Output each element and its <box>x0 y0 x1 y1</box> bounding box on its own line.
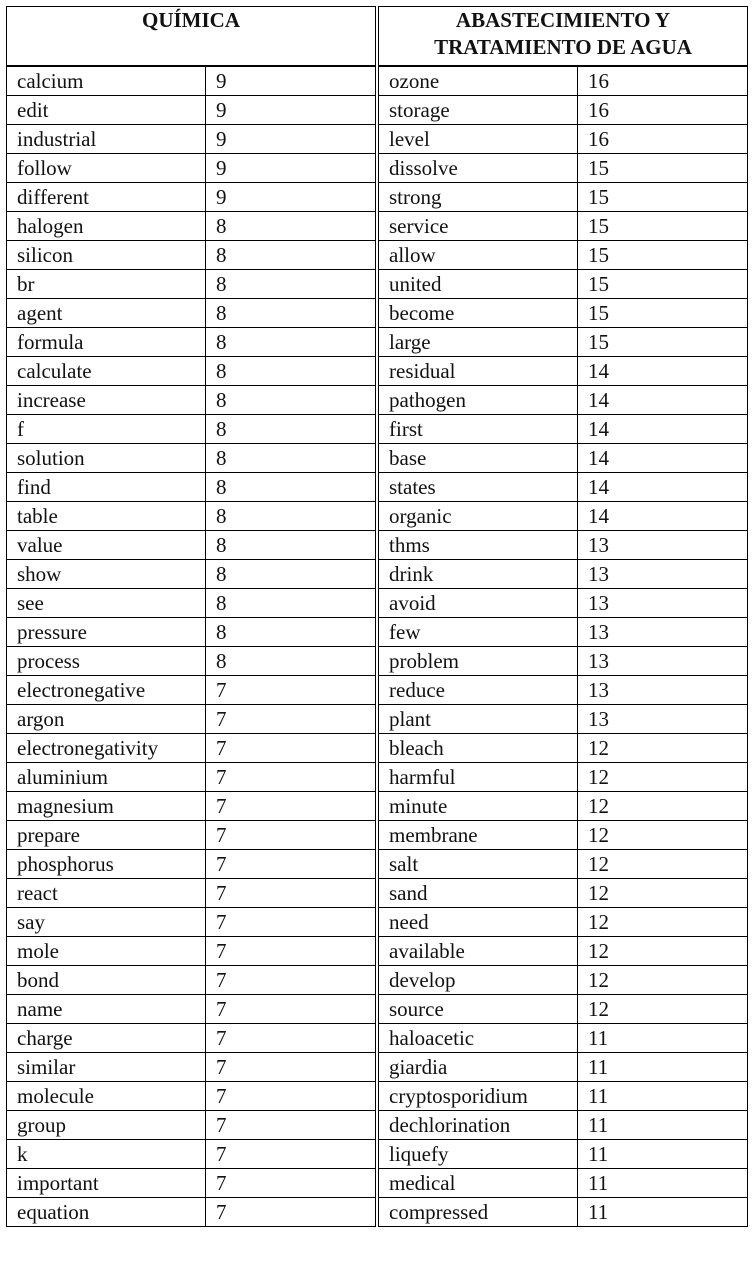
term-cell: allow <box>379 241 578 270</box>
term-cell: name <box>7 995 206 1024</box>
table-row <box>379 1140 748 1169</box>
frequency-cell: 14 <box>578 473 748 502</box>
frequency-cell: 7 <box>206 734 376 763</box>
table-row <box>379 125 748 154</box>
frequency-cell: 7 <box>206 995 376 1024</box>
frequency-cell: 12 <box>578 821 748 850</box>
frequency-cell: 7 <box>206 1024 376 1053</box>
table-row <box>379 995 748 1024</box>
frequency-cell: 9 <box>206 66 376 96</box>
table-row <box>7 676 376 705</box>
term-cell: charge <box>7 1024 206 1053</box>
term-cell: solution <box>7 444 206 473</box>
term-cell: united <box>379 270 578 299</box>
frequency-cell: 8 <box>206 647 376 676</box>
frequency-cell: 8 <box>206 618 376 647</box>
table-row <box>7 241 376 270</box>
table-row <box>7 1198 376 1227</box>
frequency-cell: 9 <box>206 183 376 212</box>
frequency-cell: 8 <box>206 415 376 444</box>
term-cell: find <box>7 473 206 502</box>
table-row <box>379 763 748 792</box>
table-row <box>7 821 376 850</box>
term-cell: first <box>379 415 578 444</box>
table-row <box>379 386 748 415</box>
frequency-cell: 7 <box>206 908 376 937</box>
term-cell: base <box>379 444 578 473</box>
frequency-cell: 7 <box>206 879 376 908</box>
table-row <box>7 589 376 618</box>
term-cell: equation <box>7 1198 206 1227</box>
frequency-cell: 12 <box>578 734 748 763</box>
agua-body <box>379 66 748 1227</box>
term-cell: show <box>7 560 206 589</box>
frequency-cell: 8 <box>206 502 376 531</box>
frequency-cell: 15 <box>578 299 748 328</box>
frequency-cell: 8 <box>206 212 376 241</box>
frequency-cell: 13 <box>578 531 748 560</box>
term-cell: different <box>7 183 206 212</box>
table-row <box>379 299 748 328</box>
frequency-cell: 13 <box>578 705 748 734</box>
term-cell: formula <box>7 328 206 357</box>
table-row <box>7 1140 376 1169</box>
term-cell: service <box>379 212 578 241</box>
frequency-cell: 9 <box>206 154 376 183</box>
term-cell: value <box>7 531 206 560</box>
frequency-cell: 12 <box>578 792 748 821</box>
table-row <box>379 66 748 96</box>
frequency-cell: 8 <box>206 328 376 357</box>
term-cell: few <box>379 618 578 647</box>
term-cell: react <box>7 879 206 908</box>
term-cell: residual <box>379 357 578 386</box>
frequency-cell: 14 <box>578 415 748 444</box>
frequency-cell: 13 <box>578 560 748 589</box>
frequency-cell: 7 <box>206 705 376 734</box>
term-cell: phosphorus <box>7 850 206 879</box>
term-cell: br <box>7 270 206 299</box>
frequency-cell: 7 <box>206 1169 376 1198</box>
term-cell: molecule <box>7 1082 206 1111</box>
table-row <box>379 705 748 734</box>
table-row <box>379 212 748 241</box>
term-cell: avoid <box>379 589 578 618</box>
frequency-cell: 8 <box>206 270 376 299</box>
table-row <box>379 792 748 821</box>
term-cell: group <box>7 1111 206 1140</box>
table-row <box>379 676 748 705</box>
table-row <box>379 937 748 966</box>
term-cell: giardia <box>379 1053 578 1082</box>
table-row <box>7 1024 376 1053</box>
table-row <box>7 1053 376 1082</box>
frequency-cell: 12 <box>578 879 748 908</box>
table-row <box>379 1169 748 1198</box>
table-row <box>379 444 748 473</box>
table-row <box>379 1024 748 1053</box>
table-row <box>7 270 376 299</box>
table-row <box>7 792 376 821</box>
frequency-cell: 14 <box>578 502 748 531</box>
frequency-cell: 14 <box>578 386 748 415</box>
table-row <box>379 560 748 589</box>
table-row <box>7 66 376 96</box>
table-row <box>7 1169 376 1198</box>
term-cell: pathogen <box>379 386 578 415</box>
table-row <box>7 415 376 444</box>
table-row <box>7 937 376 966</box>
table-row <box>7 125 376 154</box>
term-cell: available <box>379 937 578 966</box>
quimica-table <box>6 6 376 1227</box>
frequency-cell: 7 <box>206 1082 376 1111</box>
agua-header: ABASTECIMIENTO Y TRATAMIENTO DE AGUA <box>379 7 748 67</box>
table-row <box>379 328 748 357</box>
term-cell: process <box>7 647 206 676</box>
frequency-cell: 12 <box>578 995 748 1024</box>
term-cell: aluminium <box>7 763 206 792</box>
term-cell: source <box>379 995 578 1024</box>
term-cell: silicon <box>7 241 206 270</box>
term-cell: states <box>379 473 578 502</box>
term-cell: large <box>379 328 578 357</box>
term-cell: prepare <box>7 821 206 850</box>
frequency-cell: 8 <box>206 560 376 589</box>
table-row <box>379 589 748 618</box>
term-cell: similar <box>7 1053 206 1082</box>
table-row <box>7 386 376 415</box>
table-row <box>379 473 748 502</box>
frequency-cell: 8 <box>206 299 376 328</box>
table-row <box>379 850 748 879</box>
frequency-cell: 7 <box>206 1140 376 1169</box>
table-row <box>7 734 376 763</box>
frequency-cell: 7 <box>206 937 376 966</box>
table-row <box>379 821 748 850</box>
table-row <box>7 502 376 531</box>
term-cell: become <box>379 299 578 328</box>
frequency-cell: 8 <box>206 444 376 473</box>
term-cell: see <box>7 589 206 618</box>
table-row <box>7 647 376 676</box>
table-row <box>7 908 376 937</box>
quimica-body <box>7 66 376 1227</box>
frequency-cell: 7 <box>206 763 376 792</box>
table-row <box>7 444 376 473</box>
term-cell: level <box>379 125 578 154</box>
term-cell: cryptosporidium <box>379 1082 578 1111</box>
term-cell: ozone <box>379 66 578 96</box>
table-row <box>379 647 748 676</box>
table-row <box>379 241 748 270</box>
term-cell: bleach <box>379 734 578 763</box>
term-cell: need <box>379 908 578 937</box>
frequency-cell: 7 <box>206 1053 376 1082</box>
table-row <box>7 850 376 879</box>
term-cell: sand <box>379 879 578 908</box>
table-row <box>7 531 376 560</box>
table-row <box>7 357 376 386</box>
table-row <box>7 618 376 647</box>
frequency-cell: 11 <box>578 1053 748 1082</box>
term-cell: argon <box>7 705 206 734</box>
term-cell: electronegative <box>7 676 206 705</box>
table-row <box>379 734 748 763</box>
frequency-cell: 8 <box>206 357 376 386</box>
table-row <box>7 1111 376 1140</box>
table-row <box>7 879 376 908</box>
frequency-cell: 11 <box>578 1082 748 1111</box>
frequency-cell: 15 <box>578 270 748 299</box>
table-row <box>379 908 748 937</box>
table-row <box>379 618 748 647</box>
term-cell: drink <box>379 560 578 589</box>
frequency-cell: 9 <box>206 125 376 154</box>
frequency-cell: 16 <box>578 66 748 96</box>
term-cell: liquefy <box>379 1140 578 1169</box>
frequency-cell: 15 <box>578 183 748 212</box>
frequency-cell: 7 <box>206 966 376 995</box>
term-cell: minute <box>379 792 578 821</box>
table-row <box>7 154 376 183</box>
frequency-cell: 12 <box>578 908 748 937</box>
table-row <box>379 270 748 299</box>
term-cell: membrane <box>379 821 578 850</box>
term-cell: harmful <box>379 763 578 792</box>
table-row <box>379 1053 748 1082</box>
term-cell: haloacetic <box>379 1024 578 1053</box>
term-cell: compressed <box>379 1198 578 1227</box>
term-cell: f <box>7 415 206 444</box>
term-cell: pressure <box>7 618 206 647</box>
table-row <box>379 357 748 386</box>
table-row <box>379 415 748 444</box>
frequency-cell: 8 <box>206 589 376 618</box>
table-row <box>379 1198 748 1227</box>
term-cell: edit <box>7 96 206 125</box>
frequency-cell: 7 <box>206 792 376 821</box>
term-cell: increase <box>7 386 206 415</box>
frequency-cell: 13 <box>578 618 748 647</box>
frequency-cell: 12 <box>578 763 748 792</box>
term-cell: problem <box>379 647 578 676</box>
term-cell: follow <box>7 154 206 183</box>
term-cell: industrial <box>7 125 206 154</box>
frequency-cell: 7 <box>206 821 376 850</box>
frequency-cell: 12 <box>578 850 748 879</box>
table-row <box>7 328 376 357</box>
frequency-cell: 15 <box>578 212 748 241</box>
frequency-cell: 16 <box>578 96 748 125</box>
frequency-cell: 8 <box>206 531 376 560</box>
table-row <box>379 879 748 908</box>
table-row <box>7 212 376 241</box>
table-row <box>7 1082 376 1111</box>
frequency-cell: 7 <box>206 850 376 879</box>
term-cell: magnesium <box>7 792 206 821</box>
term-cell: say <box>7 908 206 937</box>
term-cell: plant <box>379 705 578 734</box>
term-cell: mole <box>7 937 206 966</box>
frequency-cell: 11 <box>578 1111 748 1140</box>
table-row <box>7 560 376 589</box>
frequency-cell: 8 <box>206 386 376 415</box>
frequency-cell: 9 <box>206 96 376 125</box>
frequency-cell: 11 <box>578 1169 748 1198</box>
table-row <box>379 183 748 212</box>
term-cell: halogen <box>7 212 206 241</box>
frequency-cell: 12 <box>578 966 748 995</box>
table-row <box>379 1082 748 1111</box>
term-cell: storage <box>379 96 578 125</box>
frequency-cell: 7 <box>206 1111 376 1140</box>
frequency-cell: 8 <box>206 241 376 270</box>
table-row <box>7 96 376 125</box>
term-cell: thms <box>379 531 578 560</box>
term-cell: organic <box>379 502 578 531</box>
table-row <box>7 705 376 734</box>
term-cell: important <box>7 1169 206 1198</box>
table-row <box>7 966 376 995</box>
frequency-cell: 11 <box>578 1198 748 1227</box>
frequency-cell: 7 <box>206 1198 376 1227</box>
frequency-cell: 14 <box>578 444 748 473</box>
frequency-cell: 13 <box>578 589 748 618</box>
frequency-cell: 15 <box>578 154 748 183</box>
agua-table <box>378 6 748 1227</box>
frequency-cell: 8 <box>206 473 376 502</box>
table-row <box>379 502 748 531</box>
table-row <box>7 473 376 502</box>
term-cell: electronegativity <box>7 734 206 763</box>
term-cell: reduce <box>379 676 578 705</box>
term-cell: medical <box>379 1169 578 1198</box>
table-row <box>7 183 376 212</box>
quimica-header: QUÍMICA <box>7 7 376 67</box>
table-row <box>379 96 748 125</box>
term-cell: k <box>7 1140 206 1169</box>
term-cell: salt <box>379 850 578 879</box>
frequency-cell: 15 <box>578 241 748 270</box>
frequency-cell: 13 <box>578 676 748 705</box>
table-row <box>379 531 748 560</box>
agua-header-row <box>379 7 748 67</box>
term-cell: table <box>7 502 206 531</box>
term-cell: dechlorination <box>379 1111 578 1140</box>
frequency-cell: 15 <box>578 328 748 357</box>
table-row <box>379 966 748 995</box>
term-cell: bond <box>7 966 206 995</box>
term-cell: calculate <box>7 357 206 386</box>
frequency-cell: 16 <box>578 125 748 154</box>
term-cell: strong <box>379 183 578 212</box>
term-cell: agent <box>7 299 206 328</box>
word-frequency-tables <box>6 6 748 1227</box>
frequency-cell: 13 <box>578 647 748 676</box>
term-cell: develop <box>379 966 578 995</box>
frequency-cell: 12 <box>578 937 748 966</box>
frequency-cell: 11 <box>578 1024 748 1053</box>
frequency-cell: 11 <box>578 1140 748 1169</box>
quimica-header-row <box>7 7 376 67</box>
frequency-cell: 7 <box>206 676 376 705</box>
table-row <box>379 154 748 183</box>
term-cell: dissolve <box>379 154 578 183</box>
term-cell: calcium <box>7 66 206 96</box>
table-row <box>7 299 376 328</box>
table-row <box>379 1111 748 1140</box>
table-row <box>7 763 376 792</box>
frequency-cell: 14 <box>578 357 748 386</box>
table-row <box>7 995 376 1024</box>
